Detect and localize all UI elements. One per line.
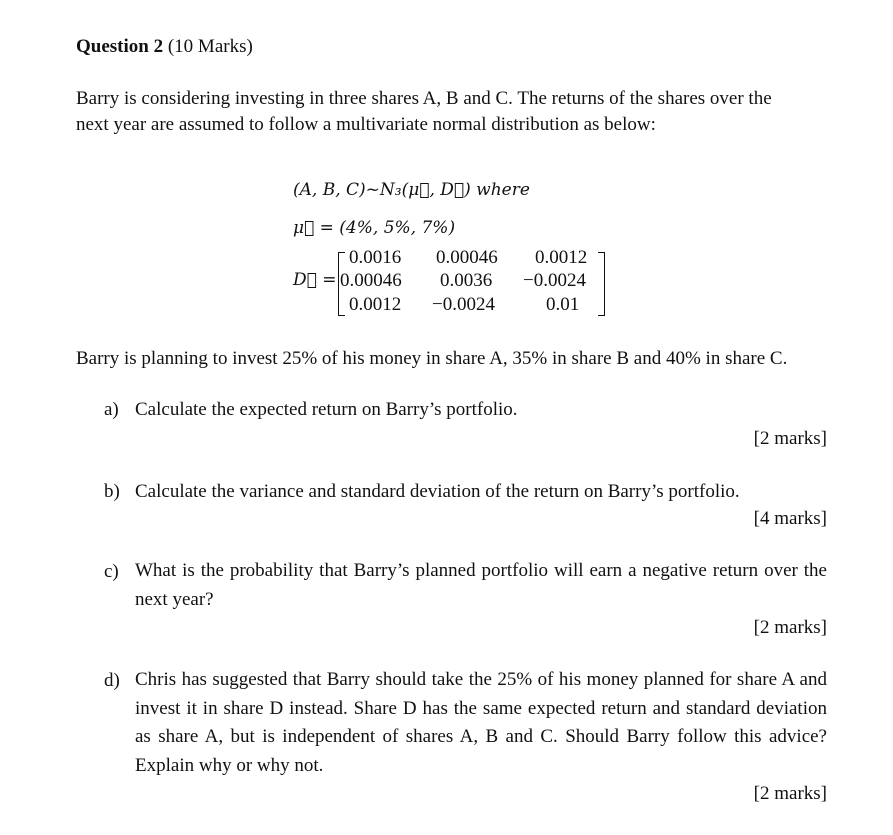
part-marks: [4 marks] (753, 508, 827, 529)
part-marks: [2 marks] (753, 428, 827, 449)
part-letter: c) (104, 561, 119, 582)
matrix-cell: 0.0036 (440, 270, 493, 291)
distribution-formula: (A, B, C)~N₃(μ⃗, D⃗) where (293, 180, 530, 200)
matrix-right-bracket (598, 252, 605, 316)
part-letter: d) (104, 670, 120, 691)
question-title: Question 2 (76, 36, 164, 57)
intro-line-1: Barry is considering investing in three shares A, B and C. The returns of the shares over the (76, 88, 772, 109)
matrix-cell: 0.0012 (349, 294, 402, 315)
part-text: What is the probability that Barry’s planned portfolio will earn a negative return over the next year? (135, 560, 827, 610)
question-heading (76, 36, 253, 58)
matrix-cell: 0.0016 (349, 247, 402, 268)
matrix-cell: −0.0024 (523, 270, 586, 291)
matrix-cell: 0.00046 (340, 270, 402, 291)
intro-line-2: next year are assumed to follow a multivariate normal distribution as below: (76, 114, 656, 135)
mean-vector: μ⃗ = (4%, 5%, 7%) (293, 218, 456, 238)
part-text: Chris has suggested that Barry should take the 25% of his money planned for share A and invest it in share D instead. Share D has the same expected return and standard deviation as share A, but is independent of shares A, B and C. Should Barry follow this advice? Explain why or why not. (135, 669, 827, 776)
part-marks: [2 marks] (753, 617, 827, 638)
plan-text: Barry is planning to invest 25% of his money in share A, 35% in share B and 40% in share C. (76, 348, 788, 369)
matrix-cell: −0.0024 (432, 294, 495, 315)
matrix-cell: 0.0012 (535, 247, 588, 268)
part-marks: [2 marks] (753, 783, 827, 804)
question-marks: (10 Marks) (167, 36, 253, 57)
matrix-cell: 0.00046 (436, 247, 498, 268)
part-text: Calculate the expected return on Barry’s portfolio. (135, 399, 518, 420)
part-letter: b) (104, 481, 120, 502)
matrix-cell: 0.01 (546, 294, 580, 315)
matrix-label: D⃗ = (293, 270, 337, 290)
part-text: Calculate the variance and standard deviation of the return on Barry’s portfolio. (135, 481, 740, 502)
part-letter: a) (104, 399, 119, 420)
